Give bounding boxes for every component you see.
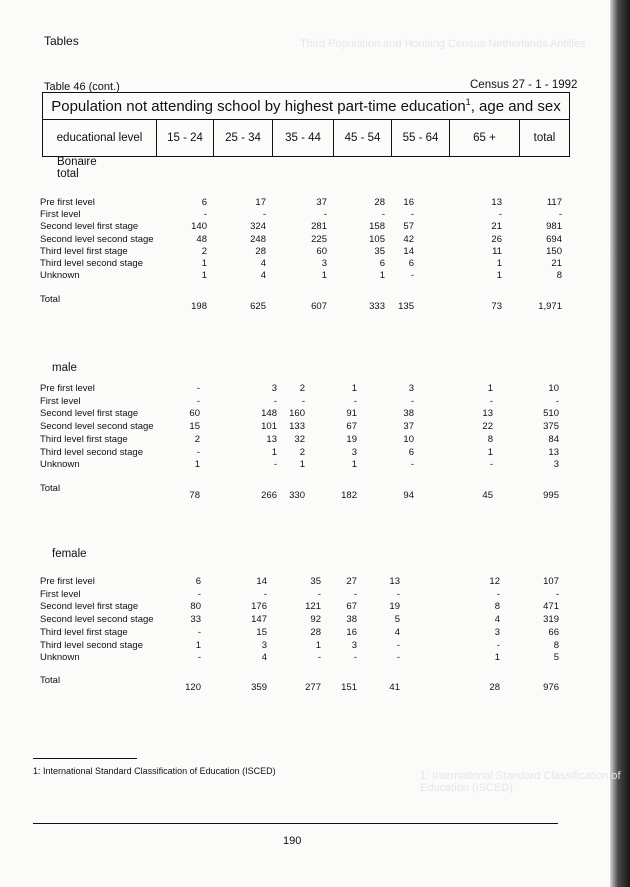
table-cell: 6: [408, 258, 414, 269]
total-cell: 1,971: [538, 301, 562, 312]
running-header: Tables: [44, 34, 79, 48]
table-cell: 981: [546, 221, 562, 233]
table-cell: 4: [260, 258, 266, 269]
table-cell: -: [263, 588, 267, 600]
table-cell: -: [410, 459, 414, 471]
table-cell: -: [410, 270, 414, 282]
table-cell: 1: [321, 270, 327, 282]
row-label: Second level first stage: [40, 601, 139, 613]
table-cell: 21: [551, 258, 562, 269]
total-label: Total: [40, 294, 61, 305]
table-cell: 15: [256, 626, 267, 638]
row-label: Third level first stage: [40, 433, 128, 445]
row-label: Third level second stage: [40, 258, 143, 269]
table-cell: 4: [260, 270, 266, 282]
table-cell: 3: [553, 459, 559, 471]
row-label: First level: [40, 209, 81, 221]
table-cell: 28: [255, 245, 266, 257]
table-cell: -: [197, 652, 201, 664]
table-cell: 107: [543, 576, 559, 587]
total-label: Total: [40, 483, 61, 494]
table-cell: 19: [389, 601, 400, 613]
table-cell: 1: [496, 270, 502, 282]
table-cell: 176: [251, 601, 267, 613]
table-cell: 105: [369, 233, 385, 245]
table-cell: 35: [374, 245, 385, 257]
table-cell: -: [496, 588, 500, 600]
table-cell: 324: [250, 221, 266, 233]
table-cell: 3: [321, 258, 327, 269]
table-cell: 33: [190, 614, 201, 626]
row-label: Pre first level: [40, 197, 95, 208]
table-cell: 10: [548, 383, 559, 394]
table-cell: -: [558, 209, 562, 221]
row-label: Second level second stage: [40, 421, 154, 433]
row-label: Unknown: [40, 652, 80, 664]
row-label: Pre first level: [40, 576, 95, 587]
table-cell: 27: [346, 576, 357, 587]
table-cell: 26: [491, 233, 502, 245]
table-cell: 91: [346, 408, 357, 420]
total-cell: 151: [341, 682, 357, 693]
table-cell: -: [323, 209, 327, 221]
table-cell: 225: [311, 233, 327, 245]
table-cell: 12: [489, 576, 500, 587]
table-cell: -: [273, 459, 277, 471]
table-cell: 57: [403, 221, 414, 233]
table-cell: 38: [346, 614, 357, 626]
table-cell: 2: [299, 383, 305, 394]
total-cell: 976: [543, 682, 559, 693]
col-header-65-plus: 65 +: [450, 120, 520, 156]
page-edge-shadow: [610, 0, 630, 887]
table-cell: 1: [201, 258, 207, 269]
table-cell: 3: [271, 383, 277, 394]
table-cell: 8: [494, 601, 500, 613]
table-cell: 158: [369, 221, 385, 233]
table-cell: 6: [408, 446, 414, 458]
total-cell: 995: [543, 490, 559, 501]
row-label: Third level second stage: [40, 446, 143, 458]
table-cell: 13: [491, 197, 502, 208]
table-cell: 13: [548, 446, 559, 458]
table-cell: -: [353, 652, 357, 664]
row-label: Second level first stage: [40, 221, 139, 233]
census-date: Census 27 - 1 - 1992: [470, 79, 578, 91]
region-name: Bonaire: [57, 156, 97, 168]
total-cell: 198: [191, 301, 207, 312]
table-cell: 281: [311, 221, 327, 233]
table-cell: 67: [346, 601, 357, 613]
table-cell: 4: [261, 652, 267, 664]
total-cell: 266: [261, 490, 277, 501]
section-title-female: female: [52, 548, 87, 560]
table-cell: -: [273, 395, 277, 407]
table-cell: 1: [271, 446, 277, 458]
region-subtitle: total: [57, 168, 79, 180]
table-cell: 3: [261, 639, 267, 651]
table-cell: 133: [289, 421, 305, 433]
table-cell: 66: [548, 626, 559, 638]
footnote: 1: International Standard Classification of Education (ISCED): [33, 766, 276, 776]
total-cell: 135: [398, 301, 414, 312]
total-cell: 94: [403, 490, 414, 501]
table-cell: 1: [315, 639, 321, 651]
table-cell: 510: [543, 408, 559, 420]
row-label: First level: [40, 588, 81, 600]
table-cell: 1: [351, 459, 357, 471]
table-cell: 38: [403, 408, 414, 420]
table-cell: 1: [496, 258, 502, 269]
table-cell: -: [410, 209, 414, 221]
table-title-box: [42, 92, 570, 119]
table-cell: 117: [546, 197, 562, 208]
table-cell: 5: [394, 614, 400, 626]
table-cell: -: [496, 639, 500, 651]
total-cell: 45: [482, 490, 493, 501]
row-label: Second level second stage: [40, 614, 154, 626]
total-cell: 78: [189, 490, 200, 501]
row-label: Second level second stage: [40, 233, 154, 245]
total-cell: 28: [489, 682, 500, 693]
row-label: Unknown: [40, 459, 80, 471]
table-cell: 35: [310, 576, 321, 587]
table-cell: 14: [256, 576, 267, 587]
table-cell: 375: [543, 421, 559, 433]
table-cell: 248: [250, 233, 266, 245]
table-cell: 92: [310, 614, 321, 626]
table-cell: 150: [546, 245, 562, 257]
table-cell: 694: [546, 233, 562, 245]
table-cell: 17: [255, 197, 266, 208]
table-cell: 60: [316, 245, 327, 257]
table-cell: -: [498, 209, 502, 221]
col-header-55-64: 55 - 64: [392, 120, 450, 156]
table-cell: 140: [191, 221, 207, 233]
table-cell: 121: [305, 601, 321, 613]
table-cell: 13: [389, 576, 400, 587]
col-header-25-34: 25 - 34: [214, 120, 273, 156]
table-cell: 148: [261, 408, 277, 420]
table-cell: 60: [189, 408, 200, 420]
table-cell: 3: [408, 383, 414, 394]
table-cell: 13: [482, 408, 493, 420]
total-cell: 607: [311, 301, 327, 312]
table-cell: 14: [403, 245, 414, 257]
table-cell: 1: [351, 383, 357, 394]
table-cell: 28: [310, 626, 321, 638]
table-cell: -: [555, 588, 559, 600]
table-cell: 15: [189, 421, 200, 433]
table-cell: 37: [403, 421, 414, 433]
table-cell: 42: [403, 233, 414, 245]
total-cell: 359: [251, 682, 267, 693]
table-cell: -: [196, 395, 200, 407]
total-cell: 625: [250, 301, 266, 312]
table-cell: 471: [543, 601, 559, 613]
table-cell: -: [396, 639, 400, 651]
table-cell: 160: [289, 408, 305, 420]
table-cell: 8: [487, 433, 493, 445]
table-cell: 1: [487, 383, 493, 394]
table-cell: -: [410, 395, 414, 407]
row-label: First level: [40, 395, 81, 407]
table-cell: 11: [492, 245, 502, 257]
total-cell: 182: [341, 490, 357, 501]
total-cell: 120: [185, 682, 201, 693]
table-cell: -: [301, 395, 305, 407]
table-cell: 22: [482, 421, 493, 433]
table-cell: 21: [491, 221, 502, 233]
table-cell: 3: [494, 626, 500, 638]
col-header-45-54: 45 - 54: [334, 120, 392, 156]
table-cell: 1: [379, 270, 385, 282]
footnote-rule: [33, 758, 137, 759]
row-label: Pre first level: [40, 383, 95, 394]
row-label: Third level second stage: [40, 639, 143, 651]
row-label: Second level first stage: [40, 408, 139, 420]
col-header-35-44: 35 - 44: [273, 120, 334, 156]
total-cell: 41: [389, 682, 400, 693]
table-label: Table 46 (cont.): [44, 81, 120, 93]
table-cell: 10: [403, 433, 414, 445]
table-cell: 147: [251, 614, 267, 626]
col-header-total: total: [533, 132, 556, 144]
table-cell: 16: [403, 197, 414, 208]
table-cell: 4: [494, 614, 500, 626]
table-cell: 8: [556, 270, 562, 282]
bleed-through-text: Third Population and Housing Census Netherlands Antilles: [300, 38, 586, 50]
table-cell: 19: [346, 433, 357, 445]
table-cell: -: [381, 209, 385, 221]
table-title: Population not attending school by highest part-time education$^1$, age and sex: [51, 97, 561, 115]
table-cell: 319: [543, 614, 559, 626]
table-cell: -: [555, 395, 559, 407]
table-cell: 28: [374, 197, 385, 208]
page-number: 190: [283, 835, 302, 847]
table-cell: 1: [195, 639, 201, 651]
table-cell: 67: [346, 421, 357, 433]
table-cell: 6: [379, 258, 385, 269]
table-cell: 1: [299, 459, 305, 471]
table-cell: 3: [351, 446, 357, 458]
table-cell: -: [396, 588, 400, 600]
col-header-15-24: 15 - 24: [157, 120, 214, 156]
table-cell: -: [197, 626, 201, 638]
table-cell: 6: [195, 576, 201, 587]
table-cell: -: [317, 652, 321, 664]
table-cell: 32: [294, 433, 305, 445]
table-cell: 1: [194, 459, 200, 471]
table-cell: -: [353, 395, 357, 407]
row-label: Unknown: [40, 270, 80, 282]
row-label: Third level first stage: [40, 626, 128, 638]
table-cell: 101: [261, 421, 277, 433]
table-cell: 84: [548, 433, 559, 445]
table-cell: 80: [190, 601, 201, 613]
table-cell: -: [396, 652, 400, 664]
table-cell: 1: [201, 270, 207, 282]
table-cell: -: [196, 446, 200, 458]
table-cell: 2: [299, 446, 305, 458]
table-cell: 2: [201, 245, 207, 257]
table-cell: 1: [487, 446, 493, 458]
bottom-rule: [33, 823, 558, 824]
table-cell: -: [317, 588, 321, 600]
table-cell: 8: [553, 639, 559, 651]
table-cell: 1: [494, 652, 500, 664]
total-cell: 73: [491, 301, 502, 312]
col-header-educational-level: educational level: [43, 120, 157, 156]
table-cell: 13: [266, 433, 277, 445]
table-cell: -: [489, 459, 493, 471]
table-cell: 5: [553, 652, 559, 664]
column-header-row: [42, 119, 570, 157]
table-cell: -: [197, 588, 201, 600]
total-cell: 333: [369, 301, 385, 312]
table-cell: -: [262, 209, 266, 221]
table-cell: 37: [316, 197, 327, 208]
table-cell: 4: [394, 626, 400, 638]
table-cell: 2: [194, 433, 200, 445]
table-cell: 6: [201, 197, 207, 208]
total-cell: 277: [305, 682, 321, 693]
section-title-male: male: [52, 362, 77, 374]
table-cell: 48: [196, 233, 207, 245]
table-cell: 16: [346, 626, 357, 638]
total-cell: 330: [289, 490, 305, 501]
table-cell: -: [489, 395, 493, 407]
table-cell: 3: [351, 639, 357, 651]
bleed-through-footnote: 1: International Standard Classification of Education (ISCED): [420, 770, 621, 794]
table-cell: -: [203, 209, 207, 221]
total-label: Total: [40, 675, 61, 686]
row-label: Third level first stage: [40, 245, 128, 257]
table-cell: -: [196, 383, 200, 394]
table-cell: -: [353, 588, 357, 600]
